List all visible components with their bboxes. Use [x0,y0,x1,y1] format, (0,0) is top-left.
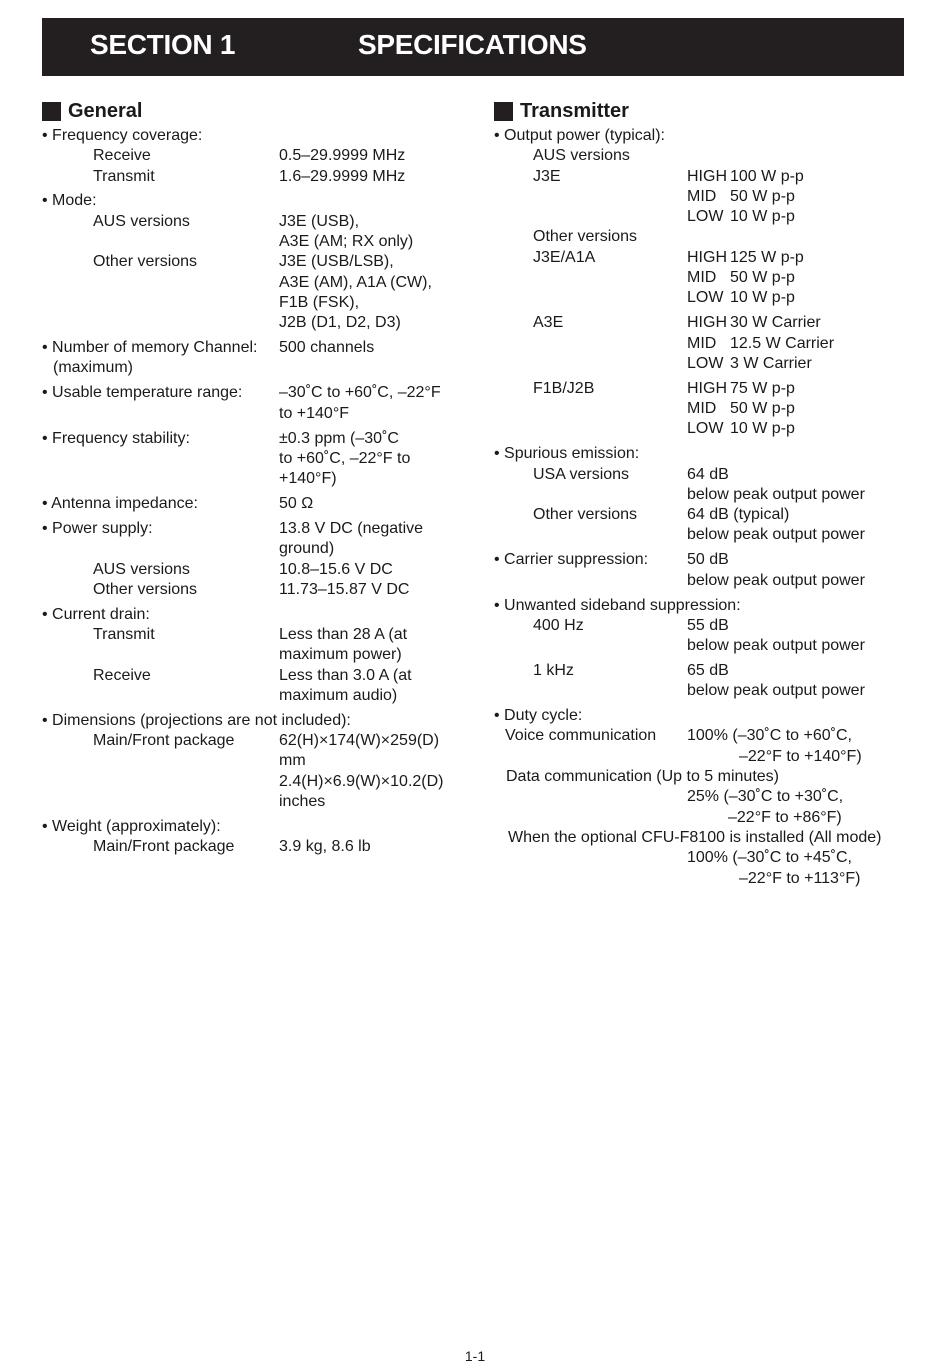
spec-row [42,686,462,706]
spec-value: below peak output power [687,571,865,589]
spec-row [42,539,462,559]
spec-row [494,485,914,505]
spec-row [42,560,462,580]
spec-row [42,293,462,313]
spec-value: 62(H)×174(W)×259(D) [279,732,440,750]
spec-value: 75 W p-p [730,379,795,397]
spec-row [42,429,462,449]
spec-value: 10 W p-p [730,289,795,307]
spec-value: 0.5–29.9999 MHz [279,147,406,165]
spec-label: • Antenna impedance: [42,495,198,513]
spec-value: below peak output power [687,637,865,655]
spec-value: 100% (–30˚C to +45˚C, [687,849,852,867]
spec-row [494,505,914,525]
spec-label: • Mode: [42,192,97,210]
spec-sublabel: Data communication (Up to 5 minutes) [506,768,779,786]
spec-label: • Frequency coverage: [42,127,203,144]
spec-sublabel: Other versions [93,580,198,598]
square-bullet-icon [42,102,61,121]
general-heading-text: General [68,99,143,122]
spec-value: 1.6–29.9999 MHz [279,167,406,185]
spec-row [42,338,462,358]
power-level: MID [687,400,717,418]
spec-row [494,596,914,616]
power-level: MID [687,187,717,205]
general-heading [42,98,462,124]
spec-row [42,252,462,272]
spec-row [494,616,914,636]
spec-row [42,751,462,771]
spec-value: mm [279,752,306,770]
spec-label: • Number of memory Channel: [42,339,258,357]
spec-value: A3E (AM), A1A (CW), [279,273,432,291]
spec-row [494,419,914,439]
spec-value: 50 W p-p [730,187,795,205]
transmitter-column [494,98,914,889]
transmitter-heading [494,98,914,124]
spec-row [42,666,462,686]
spec-row [42,711,462,731]
power-level: LOW [687,354,724,372]
power-level: LOW [687,208,724,226]
spec-sublabel: Receive [93,666,151,684]
spec-sublabel: F1B/J2B [533,379,595,397]
spec-value: to +140°F [279,404,349,422]
spec-sublabel: Other versions [533,228,638,246]
spec-sublabel: Transmit [93,625,155,643]
spec-sublabel: USA versions [533,465,630,483]
spec-sublabel: J3E [533,167,561,185]
spec-row [42,212,462,232]
spec-row [494,767,914,787]
spec-value: to +60˚C, –22°F to [279,449,411,467]
spec-value: J3E (USB/LSB), [279,253,394,271]
spec-row [494,869,914,889]
spec-sublabel: Transmit [93,167,155,185]
spec-value: 100 W p-p [730,167,804,185]
square-bullet-icon [494,102,513,121]
spec-sublabel: 1 kHz [533,661,574,679]
spec-value: ground) [279,540,335,558]
spec-value: 64 dB [687,465,729,483]
spec-sublabel: When the optional CFU-F8100 is installed (All mode) [508,828,882,846]
spec-value: 500 channels [279,339,375,357]
spec-row [494,268,914,288]
spec-row [494,681,914,701]
spec-row [42,358,462,378]
spec-row [494,399,914,419]
spec-value: 11.73–15.87 V DC [279,580,410,598]
spec-row [494,808,914,828]
spec-value: 10.8–15.6 V DC [279,560,393,578]
spec-row [494,828,914,848]
transmitter-heading-text: Transmitter [520,99,629,122]
spec-value: Less than 3.0 A (at [279,666,412,684]
spec-row [494,334,914,354]
power-level: MID [687,334,717,352]
spec-row [494,288,914,308]
spec-row [42,232,462,252]
spec-row [42,313,462,333]
spec-sublabel: AUS versions [93,560,190,578]
spec-row [494,747,914,767]
spec-sublabel: A3E [533,314,564,332]
spec-row [42,605,462,625]
spec-value: A3E (AM; RX only) [279,233,414,251]
spec-row [494,636,914,656]
spec-value: –22°F to +86°F) [728,808,842,826]
spec-row [42,519,462,539]
section-number: SECTION 1 [90,29,236,60]
spec-row [42,731,462,751]
spec-value: J3E (USB), [279,212,360,230]
spec-label: • Output power (typical): [494,127,665,144]
spec-row [42,167,462,187]
power-level: MID [687,269,717,287]
spec-row [494,787,914,807]
spec-label: • Power supply: [42,519,153,537]
spec-row [494,248,914,268]
spec-row [42,625,462,645]
spec-row [494,706,914,726]
spec-row [42,404,462,424]
spec-value: below peak output power [687,485,865,503]
spec-row [42,817,462,837]
spec-row [42,772,462,792]
spec-label: • Frequency stability: [42,429,190,447]
spec-value: 50 dB [687,551,729,569]
spec-value: 65 dB [687,661,729,679]
spec-row [42,645,462,665]
page-number: 1-1 [464,1348,486,1364]
spec-row [42,126,462,146]
spec-value: below peak output power [687,526,865,544]
spec-value: F1B (FSK), [279,293,360,311]
spec-row [494,525,914,545]
section-title: SPECIFICATIONS [358,29,587,60]
power-level: HIGH [687,248,727,266]
power-level: HIGH [687,314,727,332]
power-level: HIGH [687,379,727,397]
spec-row [494,313,914,333]
spec-value: –22°F to +113°F) [739,869,861,887]
spec-value: 30 W Carrier [730,314,821,332]
spec-row [42,383,462,403]
spec-row [494,207,914,227]
power-level: LOW [687,420,724,438]
spec-row [494,146,914,166]
spec-row [42,191,462,211]
spec-value: 50 W p-p [730,400,795,418]
spec-row [494,379,914,399]
spec-row [494,444,914,464]
spec-label: • Duty cycle: [494,707,583,725]
spec-value: 10 W p-p [730,208,795,226]
spec-value: 125 W p-p [730,248,804,266]
general-column [42,98,462,857]
power-level: LOW [687,289,724,307]
spec-row [42,792,462,812]
spec-value: maximum power) [279,646,402,664]
spec-label: • Current drain: [42,605,150,623]
spec-sublabel: Voice communication [505,727,657,745]
spec-sublabel: 400 Hz [533,616,584,634]
spec-value: below peak output power [687,682,865,700]
spec-row [42,580,462,600]
spec-label: • Spurious emission: [494,445,640,463]
power-level: HIGH [687,167,727,185]
spec-row [494,465,914,485]
spec-sublabel: AUS versions [533,147,630,165]
spec-value: –22°F to +140°F) [739,747,862,765]
spec-row [494,126,914,146]
spec-sublabel: J3E/A1A [533,248,596,266]
section-header-bar [42,18,904,76]
spec-value: 13.8 V DC (negative [279,519,424,537]
spec-value: 12.5 W Carrier [730,334,835,352]
spec-row [494,227,914,247]
spec-sublabel: Other versions [533,506,638,524]
spec-row [42,273,462,293]
spec-row [42,146,462,166]
spec-value: 25% (–30˚C to +30˚C, [687,788,844,806]
spec-label: • Usable temperature range: [42,384,243,402]
spec-value: 55 dB [687,616,729,634]
spec-value: +140°F) [279,470,337,488]
spec-sublabel: Receive [93,147,151,165]
spec-row [494,571,914,591]
spec-value: inches [279,792,326,810]
spec-sublabel: Other versions [93,253,198,271]
spec-row [494,661,914,681]
spec-sublabel: Main/Front package [93,838,235,856]
spec-sublabel: AUS versions [93,212,190,230]
spec-label: (maximum) [53,359,133,377]
spec-value: 64 dB (typical) [687,506,790,524]
spec-row [494,354,914,374]
spec-row [42,837,462,857]
spec-value: ±0.3 ppm (–30˚C [279,429,399,447]
spec-value: –30˚C to +60˚C, –22°F [279,384,441,402]
spec-row [494,167,914,187]
spec-value: 3.9 kg, 8.6 lb [279,838,371,856]
spec-label: • Carrier suppression: [494,551,649,569]
spec-value: Less than 28 A (at [279,625,408,643]
spec-value: 2.4(H)×6.9(W)×10.2(D) [279,772,444,790]
spec-row [494,187,914,207]
spec-value: 3 W Carrier [730,354,812,372]
spec-label: • Dimensions (projections are not included): [42,711,351,729]
spec-value: J2B (D1, D2, D3) [279,314,401,332]
spec-value: 10 W p-p [730,420,795,438]
spec-value: 50 W p-p [730,269,795,287]
spec-row [42,469,462,489]
spec-value: 50 Ω [279,495,314,513]
spec-row [494,550,914,570]
spec-row [42,494,462,514]
spec-row [494,848,914,868]
spec-sublabel: Main/Front package [93,732,235,750]
spec-label: • Unwanted sideband suppression: [494,596,741,614]
spec-value: maximum audio) [279,686,398,704]
spec-row [494,726,914,746]
spec-value: 100% (–30˚C to +60˚C, [687,727,852,745]
spec-row [42,449,462,469]
spec-label: • Weight (approximately): [42,817,221,835]
